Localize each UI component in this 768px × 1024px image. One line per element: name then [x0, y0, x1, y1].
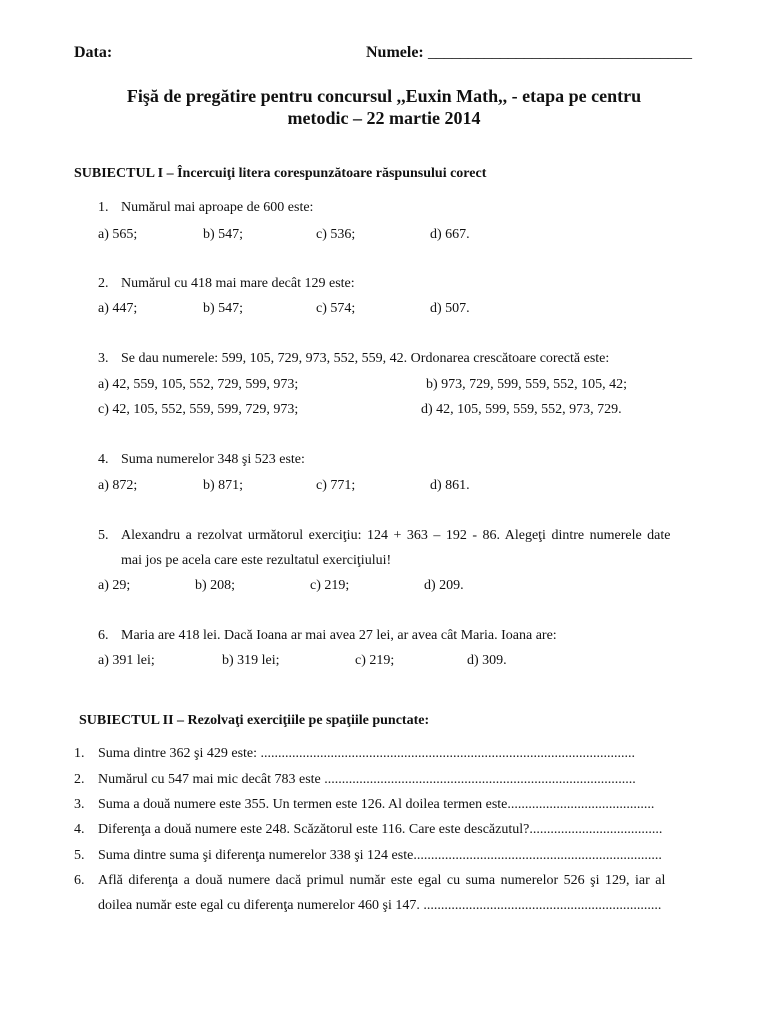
title-line-1: Fişă de pregătire pentru concursul ,,Euxin Math,, - etapa pe centru: [126, 86, 642, 106]
exercise-number: 6.: [74, 873, 85, 888]
answer-option[interactable]: c) 42, 105, 552, 559, 599, 729, 973;: [98, 402, 299, 417]
answer-option[interactable]: b) 871;: [203, 478, 244, 493]
exercise-text-continued[interactable]: doilea număr este egal cu diferenţa numerelor 460 şi 147. ....................................................................: [98, 898, 662, 913]
answer-option[interactable]: a) 391 lei;: [98, 653, 155, 668]
answer-option[interactable]: c) 219;: [355, 653, 395, 668]
question-text-continued: mai jos pe acela care este rezultatul exerciţiului!: [121, 553, 392, 568]
section-1-heading: SUBIECTUL I – Încercuiţi litera corespunzătoare răspunsului corect: [74, 166, 487, 181]
answer-option[interactable]: c) 536;: [316, 227, 356, 242]
question-number: 5.: [98, 528, 109, 543]
exercise-number: 3.: [74, 797, 85, 812]
answer-option[interactable]: a) 29;: [98, 578, 131, 593]
answer-option[interactable]: a) 565;: [98, 227, 138, 242]
question-number: 4.: [98, 452, 109, 467]
answer-option[interactable]: d) 309.: [467, 653, 507, 668]
answer-option[interactable]: a) 872;: [98, 478, 138, 493]
answer-option[interactable]: d) 507.: [430, 301, 470, 316]
answer-option[interactable]: a) 447;: [98, 301, 138, 316]
title-line-2: metodic – 22 martie 2014: [287, 108, 481, 128]
exercise-text[interactable]: Numărul cu 547 mai mic decât 783 este .........................................................................................: [98, 772, 636, 787]
question-text: Alexandru a rezolvat următorul exerciţiu: 124 + 363 – 192 - 86. Alegeţi dintre numerele date: [121, 528, 671, 543]
question-number: 6.: [98, 628, 109, 643]
exercise-text[interactable]: Diferenţa a două numere este 248. Scăzătorul este 116. Care este descăzutul?......................................: [98, 822, 663, 837]
answer-option[interactable]: b) 973, 729, 599, 559, 552, 105, 42;: [426, 377, 628, 392]
question-text: Numărul mai aproape de 600 este:: [121, 200, 314, 215]
answer-option[interactable]: b) 319 lei;: [222, 653, 280, 668]
question-number: 1.: [98, 200, 109, 215]
answer-option[interactable]: b) 547;: [203, 301, 244, 316]
question-number: 2.: [98, 276, 109, 291]
question-text: Se dau numerele: 599, 105, 729, 973, 552, 559, 42. Ordonarea crescătoare corectă este:: [121, 351, 610, 366]
answer-option[interactable]: d) 42, 105, 599, 559, 552, 973, 729.: [421, 402, 622, 417]
answer-option[interactable]: c) 574;: [316, 301, 356, 316]
answer-option[interactable]: b) 208;: [195, 578, 236, 593]
answer-option[interactable]: c) 771;: [316, 478, 356, 493]
question-text: Maria are 418 lei. Dacă Ioana ar mai avea 27 lei, ar avea cât Maria. Ioana are:: [121, 628, 557, 643]
answer-option[interactable]: a) 42, 559, 105, 552, 729, 599, 973;: [98, 377, 299, 392]
question-text: Numărul cu 418 mai mare decât 129 este:: [121, 276, 355, 291]
exercise-number: 4.: [74, 822, 85, 837]
question-text: Suma numerelor 348 şi 523 este:: [121, 452, 305, 467]
answer-option[interactable]: d) 209.: [424, 578, 464, 593]
section-2-heading: SUBIECTUL II – Rezolvaţi exerciţiile pe spaţiile punctate:: [79, 713, 430, 728]
exercise-number: 2.: [74, 772, 85, 787]
exercise-text[interactable]: Suma a două numere este 355. Un termen este 126. Al doilea termen este..........................................: [98, 797, 655, 812]
question-number: 3.: [98, 351, 109, 366]
exercise-number: 5.: [74, 848, 85, 863]
date-label: Data:: [74, 44, 113, 61]
answer-option[interactable]: d) 667.: [430, 227, 470, 242]
exercise-text[interactable]: Suma dintre suma şi diferenţa numerelor 338 şi 124 este.......................................................................: [98, 848, 662, 863]
answer-option[interactable]: d) 861.: [430, 478, 470, 493]
answer-option[interactable]: b) 547;: [203, 227, 244, 242]
name-label: Numele:: [366, 44, 424, 61]
exercise-text[interactable]: Suma dintre 362 şi 429 este: ...........................................................................................................: [98, 746, 636, 761]
answer-option[interactable]: c) 219;: [310, 578, 350, 593]
name-blank[interactable]: _________________________________: [428, 44, 692, 61]
exercise-text: Află diferenţa a două numere dacă primul număr este egal cu suma numerelor 526 şi 129, iar al: [98, 873, 666, 888]
exercise-number: 1.: [74, 746, 85, 761]
